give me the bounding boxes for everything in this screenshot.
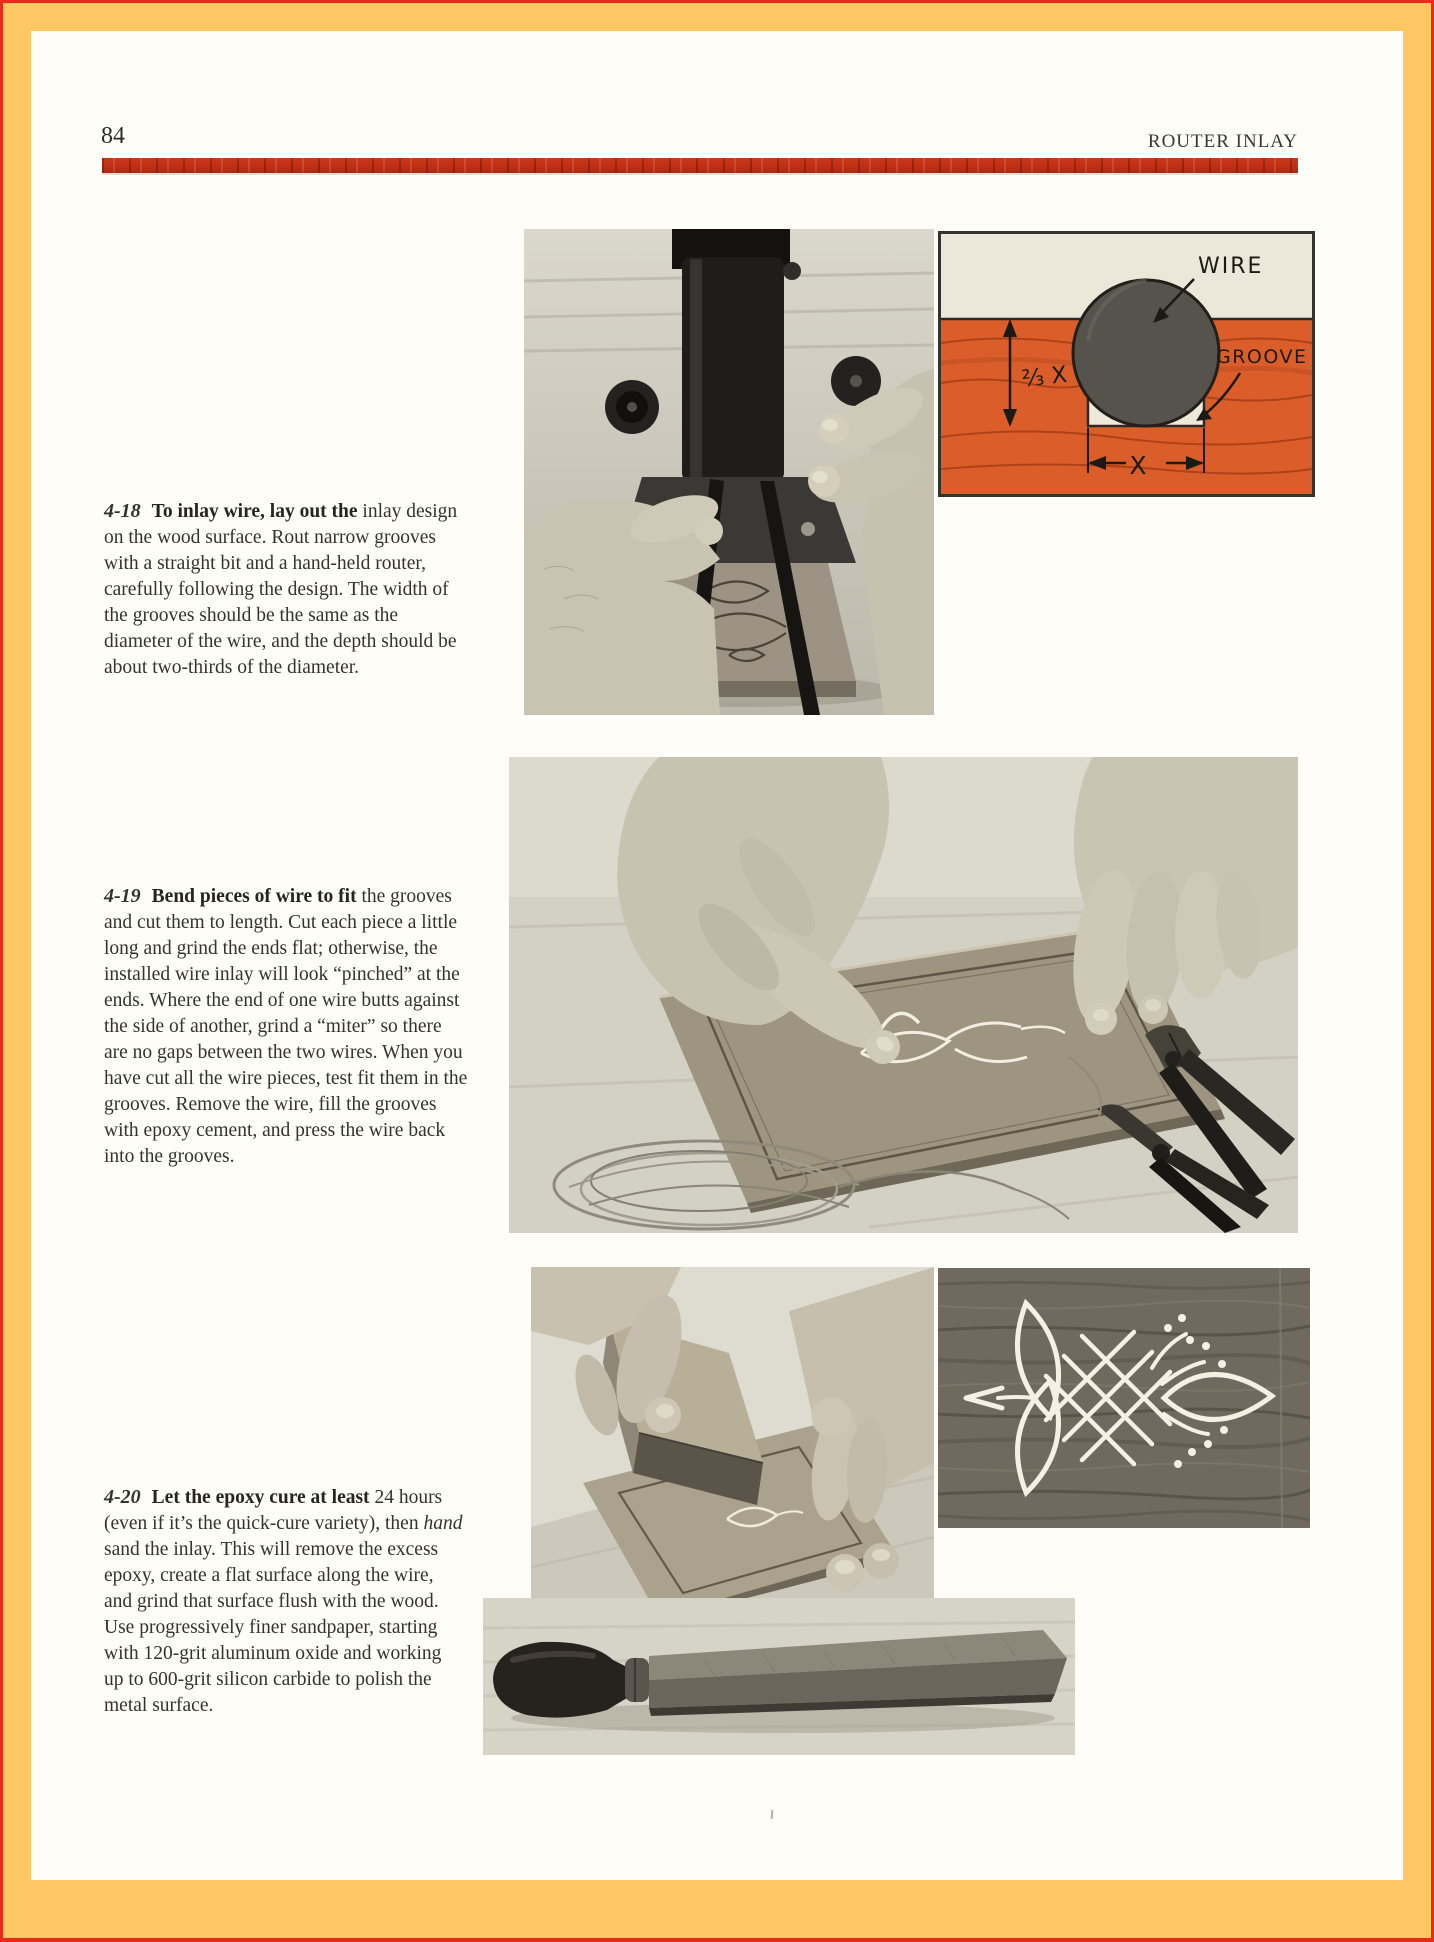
left-hand — [524, 486, 724, 715]
wire-bending-illustration — [509, 757, 1298, 1233]
running-head: ROUTER INLAY — [1147, 131, 1298, 152]
caption-4-20 — [104, 1484, 464, 1719]
print-artifact — [771, 1810, 774, 1819]
depth-label: ⅔ X — [1020, 362, 1069, 393]
caption-4-19 — [104, 883, 470, 1170]
caption-lead: Bend pieces of wire to fit — [151, 885, 357, 907]
caption-body-italic: hand — [423, 1512, 463, 1534]
page-number: 84 — [101, 123, 125, 149]
figure-number: 4-20 — [104, 1485, 141, 1508]
figure-4-19-photo — [509, 757, 1298, 1233]
figure-4-20-file-photo — [483, 1598, 1075, 1755]
groove-label: GROOVE — [1216, 346, 1308, 368]
figure-number: 4-19 — [104, 884, 141, 907]
figure-number: 4-18 — [104, 499, 141, 522]
file-illustration — [483, 1598, 1075, 1755]
caption-4-18 — [104, 498, 462, 681]
finished-inlay-illustration — [938, 1268, 1310, 1528]
caption-body: inlay design on the wood surface. Rout narrow grooves with a straight bit and a hand-held router, carefully following the design. The width of the grooves should be the same as the diameter of the wire, and the depth should be about two-thirds of the diameter. — [104, 500, 458, 678]
file-ferrule — [625, 1658, 649, 1702]
figure-4-20-photo — [531, 1267, 934, 1620]
wire-label: WIRE — [1198, 254, 1264, 279]
figure-4-18-diagram — [938, 231, 1315, 497]
caption-body: the grooves and cut them to length. Cut each piece a little long and grind the ends flat; otherwise, the installed wire inlay will look “pinched” at the ends. Where the end of one wire butts against the side of another, grind a “miter” so there are no gaps between the two wires. When you have cut all the wire pieces, test fit them in the grooves. Remove the wire, fill the grooves with epoxy cement, and press the wire back into the grooves. — [104, 885, 468, 1167]
router-illustration — [524, 229, 934, 715]
page — [31, 31, 1403, 1880]
caption-body-post: sand the inlay. This will remove the excess epoxy, create a flat surface along the wire, and grind that surface flush with the wood. Use progressively finer sandpaper, starting with 120-grit aluminum oxide and working up to 600-grit silicon carbide to polish the metal surface. — [104, 1538, 442, 1716]
figure-4-20-inset — [938, 1268, 1310, 1528]
caption-body-pre: 24 hours (even if it’s the quick-cure variety), then — [104, 1486, 443, 1534]
caption-lead: To inlay wire, lay out the — [151, 500, 358, 522]
figure-4-18-photo — [524, 229, 934, 715]
diagram-wire-circle — [1073, 280, 1219, 426]
sanding-illustration — [531, 1267, 934, 1620]
section-rule — [102, 158, 1298, 173]
width-label: X — [1129, 451, 1147, 480]
caption-lead: Let the epoxy cure at least — [151, 1486, 370, 1508]
wire-groove-diagram — [938, 231, 1315, 497]
